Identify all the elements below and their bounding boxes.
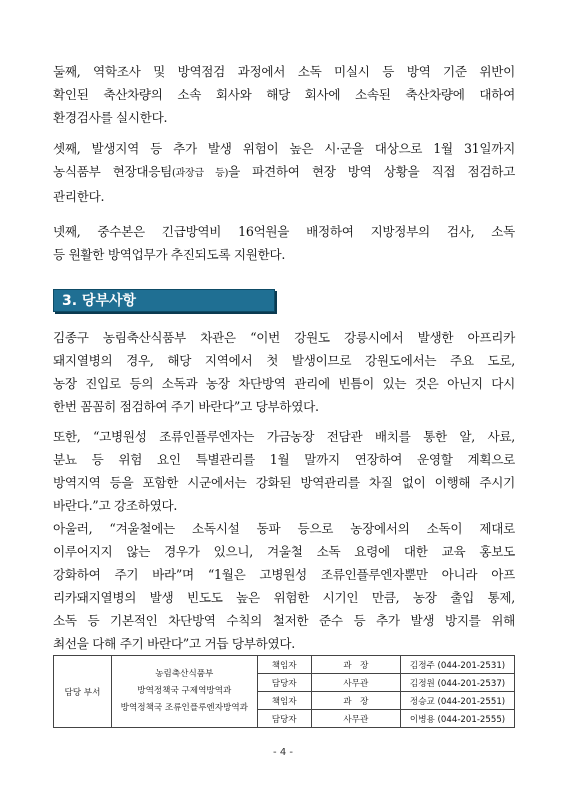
- contact-title: 과 장: [311, 692, 401, 710]
- contact-table: [53, 655, 515, 728]
- paragraph-avian-influenza-request: [53, 425, 515, 517]
- text-line: 바란다.”고 강조하였다.: [53, 498, 178, 513]
- contact-role: 책임자: [257, 656, 311, 674]
- text-line: 농장 진입로 등의 소독과 농장 차단방역 관리에 빈틈이 있는 것은 아닌지 다시: [53, 376, 515, 391]
- text-segment: 농식품부 현장대응팀: [53, 164, 173, 179]
- paragraph-vice-minister-request: [53, 326, 515, 418]
- text-line: 확인된 축산차량의 소속 회사와 해당 회사에 소속된 축산차량에 대하여: [53, 87, 515, 102]
- paragraph-second-measure: [53, 60, 515, 129]
- contact-person: 정승교 (044-201-2551): [401, 692, 515, 710]
- text-line: 분뇨 등 위험 요인 특별관리를 1월 말까지 연장하여 운영할 계획으로: [53, 452, 515, 467]
- text-line: 김종구 농림축산식품부 차관은 “이번 강원도 강릉시에서 발생한 아프리카: [53, 330, 515, 345]
- text-line: 아울러, “겨울철에는 소독시설 동파 등으로 농장에서의 소독이 제대로: [53, 521, 515, 536]
- text-line: 방역지역 등을 포함한 시군에서는 강화된 방역관리를 차질 없이 이행해 주시기: [53, 475, 515, 490]
- text-line: 둘째, 역학조사 및 방역점검 과정에서 소독 미실시 등 방역 기준 위반이: [53, 64, 515, 79]
- text-line: 최선을 다해 주기 바란다”고 거듭 당부하였다.: [53, 636, 295, 651]
- department-name: 농림축산식품부: [155, 669, 214, 679]
- contact-role: 담당자: [257, 674, 311, 692]
- department-names: [111, 656, 257, 728]
- text-line: 관리한다.: [53, 189, 105, 204]
- text-line: 이루어지지 않는 경우가 있으니, 겨울철 소독 요령에 대한 교육 홍보도: [53, 544, 515, 559]
- contact-role: 책임자: [257, 692, 311, 710]
- text-line: 환경검사를 실시한다.: [53, 110, 168, 125]
- text-line: 소독 등 기본적인 차단방역 수칙의 철저한 준수 등 추가 발생 방지를 위해: [53, 613, 515, 628]
- paragraph-winter-disinfection-request: [53, 517, 515, 655]
- contact-title: 사무관: [311, 674, 401, 692]
- text-line: 등 원활한 방역업무가 추진되도록 지원한다.: [53, 247, 286, 262]
- text-line: 돼지열병의 경우, 해당 지역에서 첫 발생이므로 강원도에서는 주요 도로,: [53, 353, 515, 368]
- text-line: 셋째, 발생지역 등 추가 발생 위험이 높은 시·군을 대상으로 1월 31일까지: [53, 141, 515, 156]
- text-line: 한번 꼼꼼히 점검하여 주기 바란다”고 당부하였다.: [53, 399, 319, 414]
- contact-title: 과 장: [311, 656, 401, 674]
- contact-person: 이병용 (044-201-2555): [401, 710, 515, 728]
- text-line: 강화하여 주기 바라”며 “1월은 고병원성 조류인플루엔자뿐만 아니라 아프: [53, 567, 515, 582]
- contact-title: 사무관: [311, 710, 401, 728]
- department-name: 방역정책국 조류인플루엔자방역과: [120, 703, 248, 713]
- contact-person: 김정주 (044-201-2531): [401, 656, 515, 674]
- text-small-note: (과장급 등): [172, 168, 229, 179]
- department-label: 담당 부서: [54, 656, 112, 728]
- text-line: [53, 160, 515, 185]
- text-segment: 을 파견하여 현장 방역 상황을 직접 점검하고: [228, 164, 515, 179]
- page-number: - 4 -: [273, 747, 293, 758]
- contact-person: 김정원 (044-201-2537): [401, 674, 515, 692]
- paragraph-fourth-measure: [53, 220, 515, 266]
- text-line: 리카돼지열병의 발생 빈도도 높은 위험한 시기인 만큼, 농장 출입 통제,: [53, 590, 515, 605]
- text-line: 넷째, 중수본은 긴급방역비 16억원을 배정하여 지방정부의 검사, 소독: [53, 224, 515, 239]
- contact-role: 담당자: [257, 710, 311, 728]
- section-heading: 3. 당부사항: [53, 289, 275, 312]
- paragraph-third-measure: [53, 137, 515, 208]
- text-line: 또한, “고병원성 조류인플루엔자는 가금농장 전담관 배치를 통한 알, 사료,: [53, 429, 515, 444]
- department-name: 방역정책국 구제역방역과: [137, 686, 232, 696]
- table-row: [54, 656, 515, 674]
